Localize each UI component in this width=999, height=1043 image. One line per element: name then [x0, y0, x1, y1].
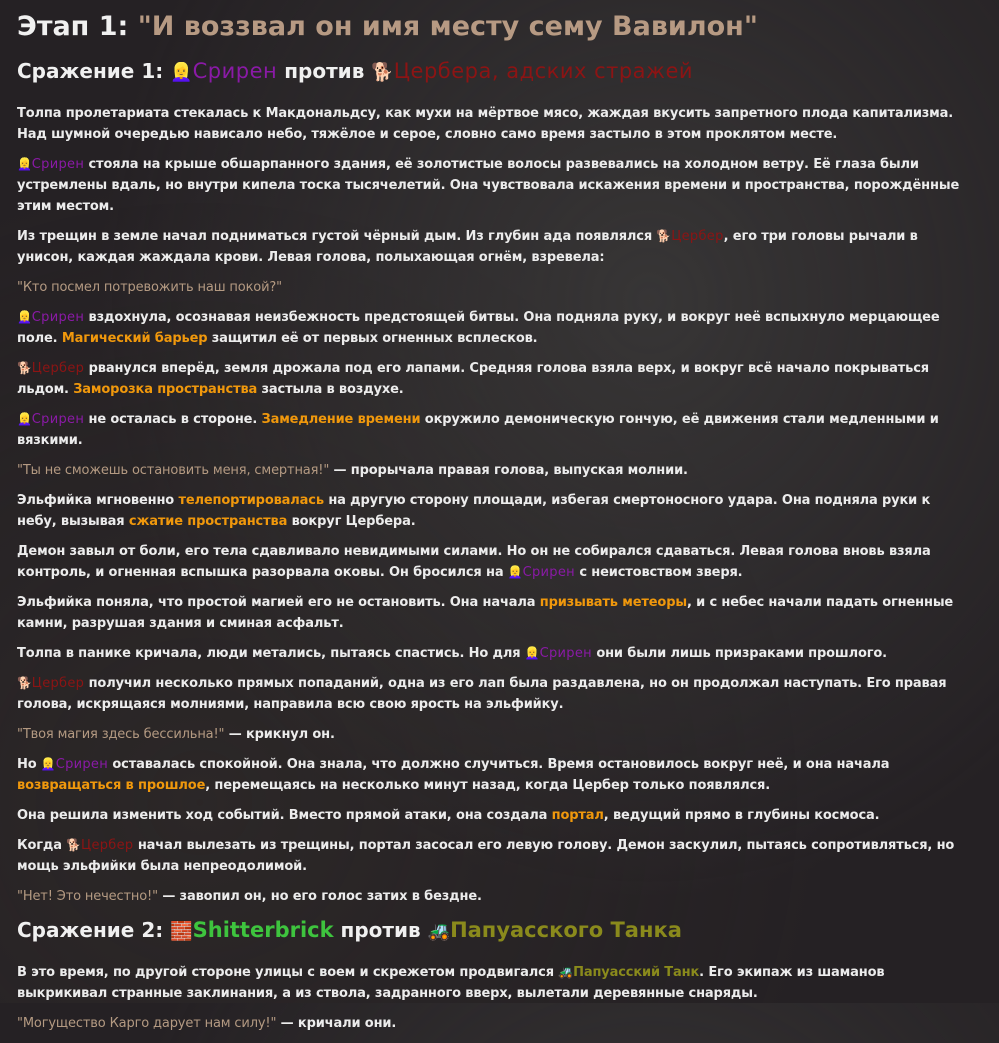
sriren-name: Срирен [31, 412, 85, 427]
paragraph-text: Но [17, 757, 41, 772]
stage-prefix: Этап 1: [17, 11, 138, 42]
sriren-name: Срирен [55, 757, 109, 772]
paragraph-text: — крикнул он. [224, 727, 335, 742]
paragraph-text: Эльфийка поняла, что простой магией его не остановить. Она начала [17, 595, 540, 610]
paragraph [17, 154, 967, 217]
paragraph [17, 724, 967, 745]
cerber-name: Цербер [671, 229, 724, 244]
paragraph [17, 409, 967, 451]
paragraph-text: — прорычала правая голова, выпуская молнии. [329, 463, 688, 478]
dog-icon: 🐕 [17, 676, 32, 690]
paragraph [17, 643, 967, 664]
spell-name: Магический барьер [61, 331, 208, 346]
paragraph [17, 805, 967, 826]
paragraph [17, 358, 967, 400]
vs-label: против [333, 918, 428, 942]
paragraph-text: В это время, по другой стороне улицы с воем и скрежетом продвигался [17, 965, 559, 980]
paragraph-text: Когда [17, 838, 67, 853]
paragraph-text: Она решила изменить ход событий. Вместо прямой атаки, она создала [17, 808, 552, 823]
cerber-name: Цербер [31, 361, 85, 376]
paragraph-text: , перемещаясь на несколько минут назад, когда Цербер только появлялся. [205, 778, 770, 793]
paragraph [17, 460, 967, 481]
paragraph-text: с неистовством зверя. [574, 565, 743, 580]
paragraph-text: получил несколько прямых попаданий, одна из его лап была раздавлена, но он продолжал наступать. Его правая голова, искрящаяся молниями, направила всю свою ярость на эльфийку. [17, 676, 947, 712]
battle-1-heading [17, 57, 967, 87]
spell-name: телепортировалась [178, 493, 324, 508]
spell-name: Заморозка пространства [73, 382, 258, 397]
paragraph-text: вздохнула, осознавая неизбежность предстоящей битвы. Она подняла руку, и вокруг неё вспыхнуло мерцающее поле. [17, 310, 940, 346]
sriren-name: Срирен [31, 310, 85, 325]
blonde-woman-icon: 👱‍♀️ [17, 412, 32, 426]
tractor-icon: 🚜 [427, 921, 451, 942]
paragraph-text: . Его экипаж из шаманов выкрикивал странные заклинания, а из ствола, задранного вверх, вылетали деревянные снаряды. [17, 965, 885, 1001]
paragraph [17, 835, 967, 877]
cerber-name: Цербер [81, 838, 134, 853]
spell-name: портал [551, 808, 604, 823]
paragraph [17, 307, 967, 349]
dog-icon: 🐕 [656, 229, 672, 243]
sriren-name: Срирен [31, 157, 85, 172]
speech-quote: "Нет! Это нечестно!" [17, 889, 158, 904]
paragraph [17, 962, 967, 1004]
blonde-woman-icon: 👱‍♀️ [170, 62, 193, 83]
paragraph: Толпа пролетариата стекалась к Макдональдсу, как мухи на мёртвое мясо, жаждая вкусить запретного плода капитализма. Над шумной очередью нависало небо, тяжёлое и серое, словно само время застыло в этом проклятом месте. [17, 106, 954, 142]
speech-quote: "Ты не сможешь остановить меня, смертная!" [17, 463, 330, 478]
spell-name: Замедление времени [261, 412, 421, 427]
paragraph [17, 673, 967, 715]
speech-line: "Кто посмел потревожить наш покой?" [17, 280, 282, 295]
paragraph [17, 226, 967, 268]
sriren-name: Срирен [539, 646, 592, 661]
shitterbrick-name: Shitterbrick [192, 918, 334, 942]
tank-name: Папуасский Танк [573, 965, 700, 980]
paragraph-text: вокруг Цербера. [287, 514, 416, 529]
cerber-name: Цербер [31, 676, 85, 691]
speech-quote: "Твоя магия здесь бессильна!" [17, 727, 225, 742]
paragraph-text: , ведущий прямо в глубины космоса. [603, 808, 880, 823]
paragraph-text: они были лишь призраками прошлого. [591, 646, 887, 661]
paragraph-text: , и с небес начали падать огненные камни, разрушая здания и сминая асфальт. [17, 595, 954, 631]
stage-title [17, 9, 967, 45]
paragraph-text: окружило демоническую гончую, её движения стали медленными и вязкими. [17, 412, 939, 448]
brick-icon: 🧱 [170, 921, 193, 942]
paragraph-text: на другую сторону площади, избегая смертоносного удара. Она подняла руки к небу, вызывая [17, 493, 931, 529]
sriren-name: Срирен [192, 59, 278, 83]
blonde-woman-icon: 👱‍♀️ [17, 157, 32, 171]
paragraph-text: не осталась в стороне. [84, 412, 262, 427]
blonde-woman-icon: 👱‍♀️ [17, 310, 32, 324]
stage-quote: "И воззвал он имя месту сему Вавилон" [137, 11, 758, 42]
dog-icon: 🐕 [17, 361, 32, 375]
paragraph-text: Из трещин в земле начал подниматься густой чёрный дым. Из глубин ада появлялся [17, 229, 657, 244]
blonde-woman-icon: 👱‍♀️ [40, 757, 56, 771]
blonde-woman-icon: 👱‍♀️ [507, 565, 523, 579]
paragraph-text: рванулся вперёд, земля дрожала под его лапами. Средняя голова взяла верх, и вокруг всё начало покрываться льдом. [17, 361, 929, 397]
paragraph-text: оставалась спокойной. Она знала, что должно случиться. Время остановилось вокруг неё, и она начала [108, 757, 890, 772]
battle-2-heading [17, 916, 967, 946]
tractor-icon: 🚜 [558, 965, 574, 979]
spell-name: возвращаться в прошлое [17, 778, 206, 793]
vs-label: против [277, 59, 372, 83]
paragraph-text: защитил её от первых огненных всплесков. [207, 331, 538, 346]
paragraph-text: — завопил он, но его голос затих в бездне. [157, 889, 482, 904]
battle-2-prefix: Сражение 2: [17, 918, 171, 942]
paragraph [17, 592, 967, 634]
paragraph [17, 490, 967, 532]
paragraph-text: — кричали они. [276, 1016, 397, 1031]
paragraph-text: начал вылезать из трещины, портал засосал его левую голову. Демон заскулил, пытаясь сопротивляться, но мощь эльфийки была непреодолимой. [17, 838, 955, 874]
paragraph-text: застыла в воздухе. [257, 382, 404, 397]
paragraph-text: Демон завыл от боли, его тела сдавливало невидимыми силами. Но он не собирался сдаваться. Левая голова вновь взяла контроль, и огненная вспышка разорвала оковы. Он бросился на [17, 544, 931, 580]
sriren-name: Срирен [522, 565, 575, 580]
dog-icon: 🐕 [66, 838, 82, 852]
paragraph-text: , его три головы рычали в унисон, каждая жаждала крови. Левая голова, полыхающая огнём, взревела: [17, 229, 918, 265]
battle-2-opponent: Папуасского Танка [450, 918, 682, 942]
paragraph [17, 886, 967, 907]
dog-icon: 🐕 [371, 62, 394, 83]
battle-1-prefix: Сражение 1: [17, 59, 171, 83]
spell-name: призывать метеоры [539, 595, 687, 610]
paragraph-text: Толпа в панике кричала, люди метались, пытаясь спастись. Но для [17, 646, 525, 661]
paragraph [17, 754, 967, 796]
story-content [17, 9, 967, 1043]
battle-1-opponent: Цербера, адских стражей [393, 59, 694, 83]
spell-name: сжатие пространства [128, 514, 288, 529]
paragraph [17, 1013, 967, 1034]
speech-quote: "Могущество Карго дарует нам силу!" [17, 1016, 277, 1031]
paragraph-text: стояла на крыше обшарпанного здания, её золотистые волосы развевались на холодном ветру. Её глаза были устремлены вдаль, но внутри кипела тоска тысячелетий. Она чувствовала искажения времени и пространства, порождённые этим местом. [17, 157, 960, 214]
blonde-woman-icon: 👱‍♀️ [524, 646, 540, 660]
paragraph-text: Эльфийка мгновенно [17, 493, 179, 508]
paragraph [17, 541, 967, 583]
